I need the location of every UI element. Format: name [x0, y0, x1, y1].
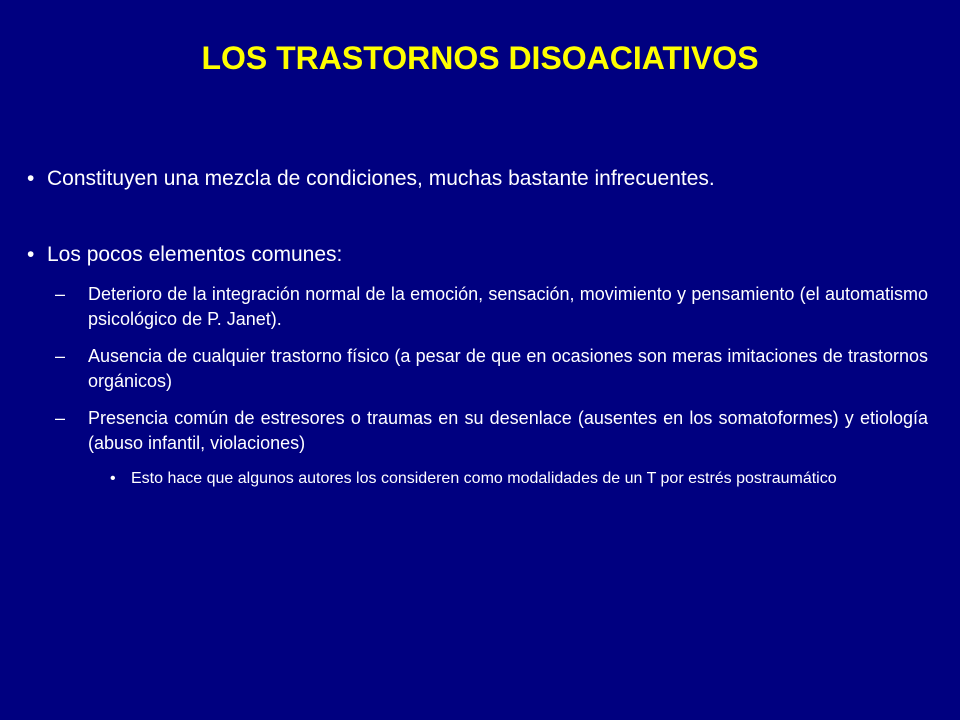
dash-marker: –	[55, 408, 66, 428]
bullet-text: Los pocos elementos comunes:	[47, 243, 343, 266]
subpoint-text: Presencia común de estresores o traumas en su desenlace (ausentes en los somatoformes) y etiología (abuso infantil, violaciones)	[88, 408, 928, 453]
bullet-text: Constituyen una mezcla de condiciones, muchas bastante infrecuentes.	[47, 167, 715, 190]
bullet-marker: •	[27, 243, 35, 266]
subpoint-text: Deterioro de la integración normal de la emoción, sensación, movimiento y pensamiento (el automatismo psicológico de P. Janet).	[88, 284, 928, 329]
slide-title: LOS TRASTORNOS DISOACIATIVOS	[201, 40, 759, 76]
bullet-marker: •	[27, 167, 35, 190]
dash-marker: –	[55, 284, 66, 304]
subpoint-text: Ausencia de cualquier trastorno físico (a pesar de que en ocasiones son meras imitaciones de trastornos orgánicos)	[88, 346, 928, 391]
bullet-marker: •	[110, 470, 116, 487]
subsubpoint-text: Esto hace que algunos autores los consideren como modalidades de un T por estrés postraumático	[131, 470, 837, 487]
dash-marker: –	[55, 346, 66, 366]
